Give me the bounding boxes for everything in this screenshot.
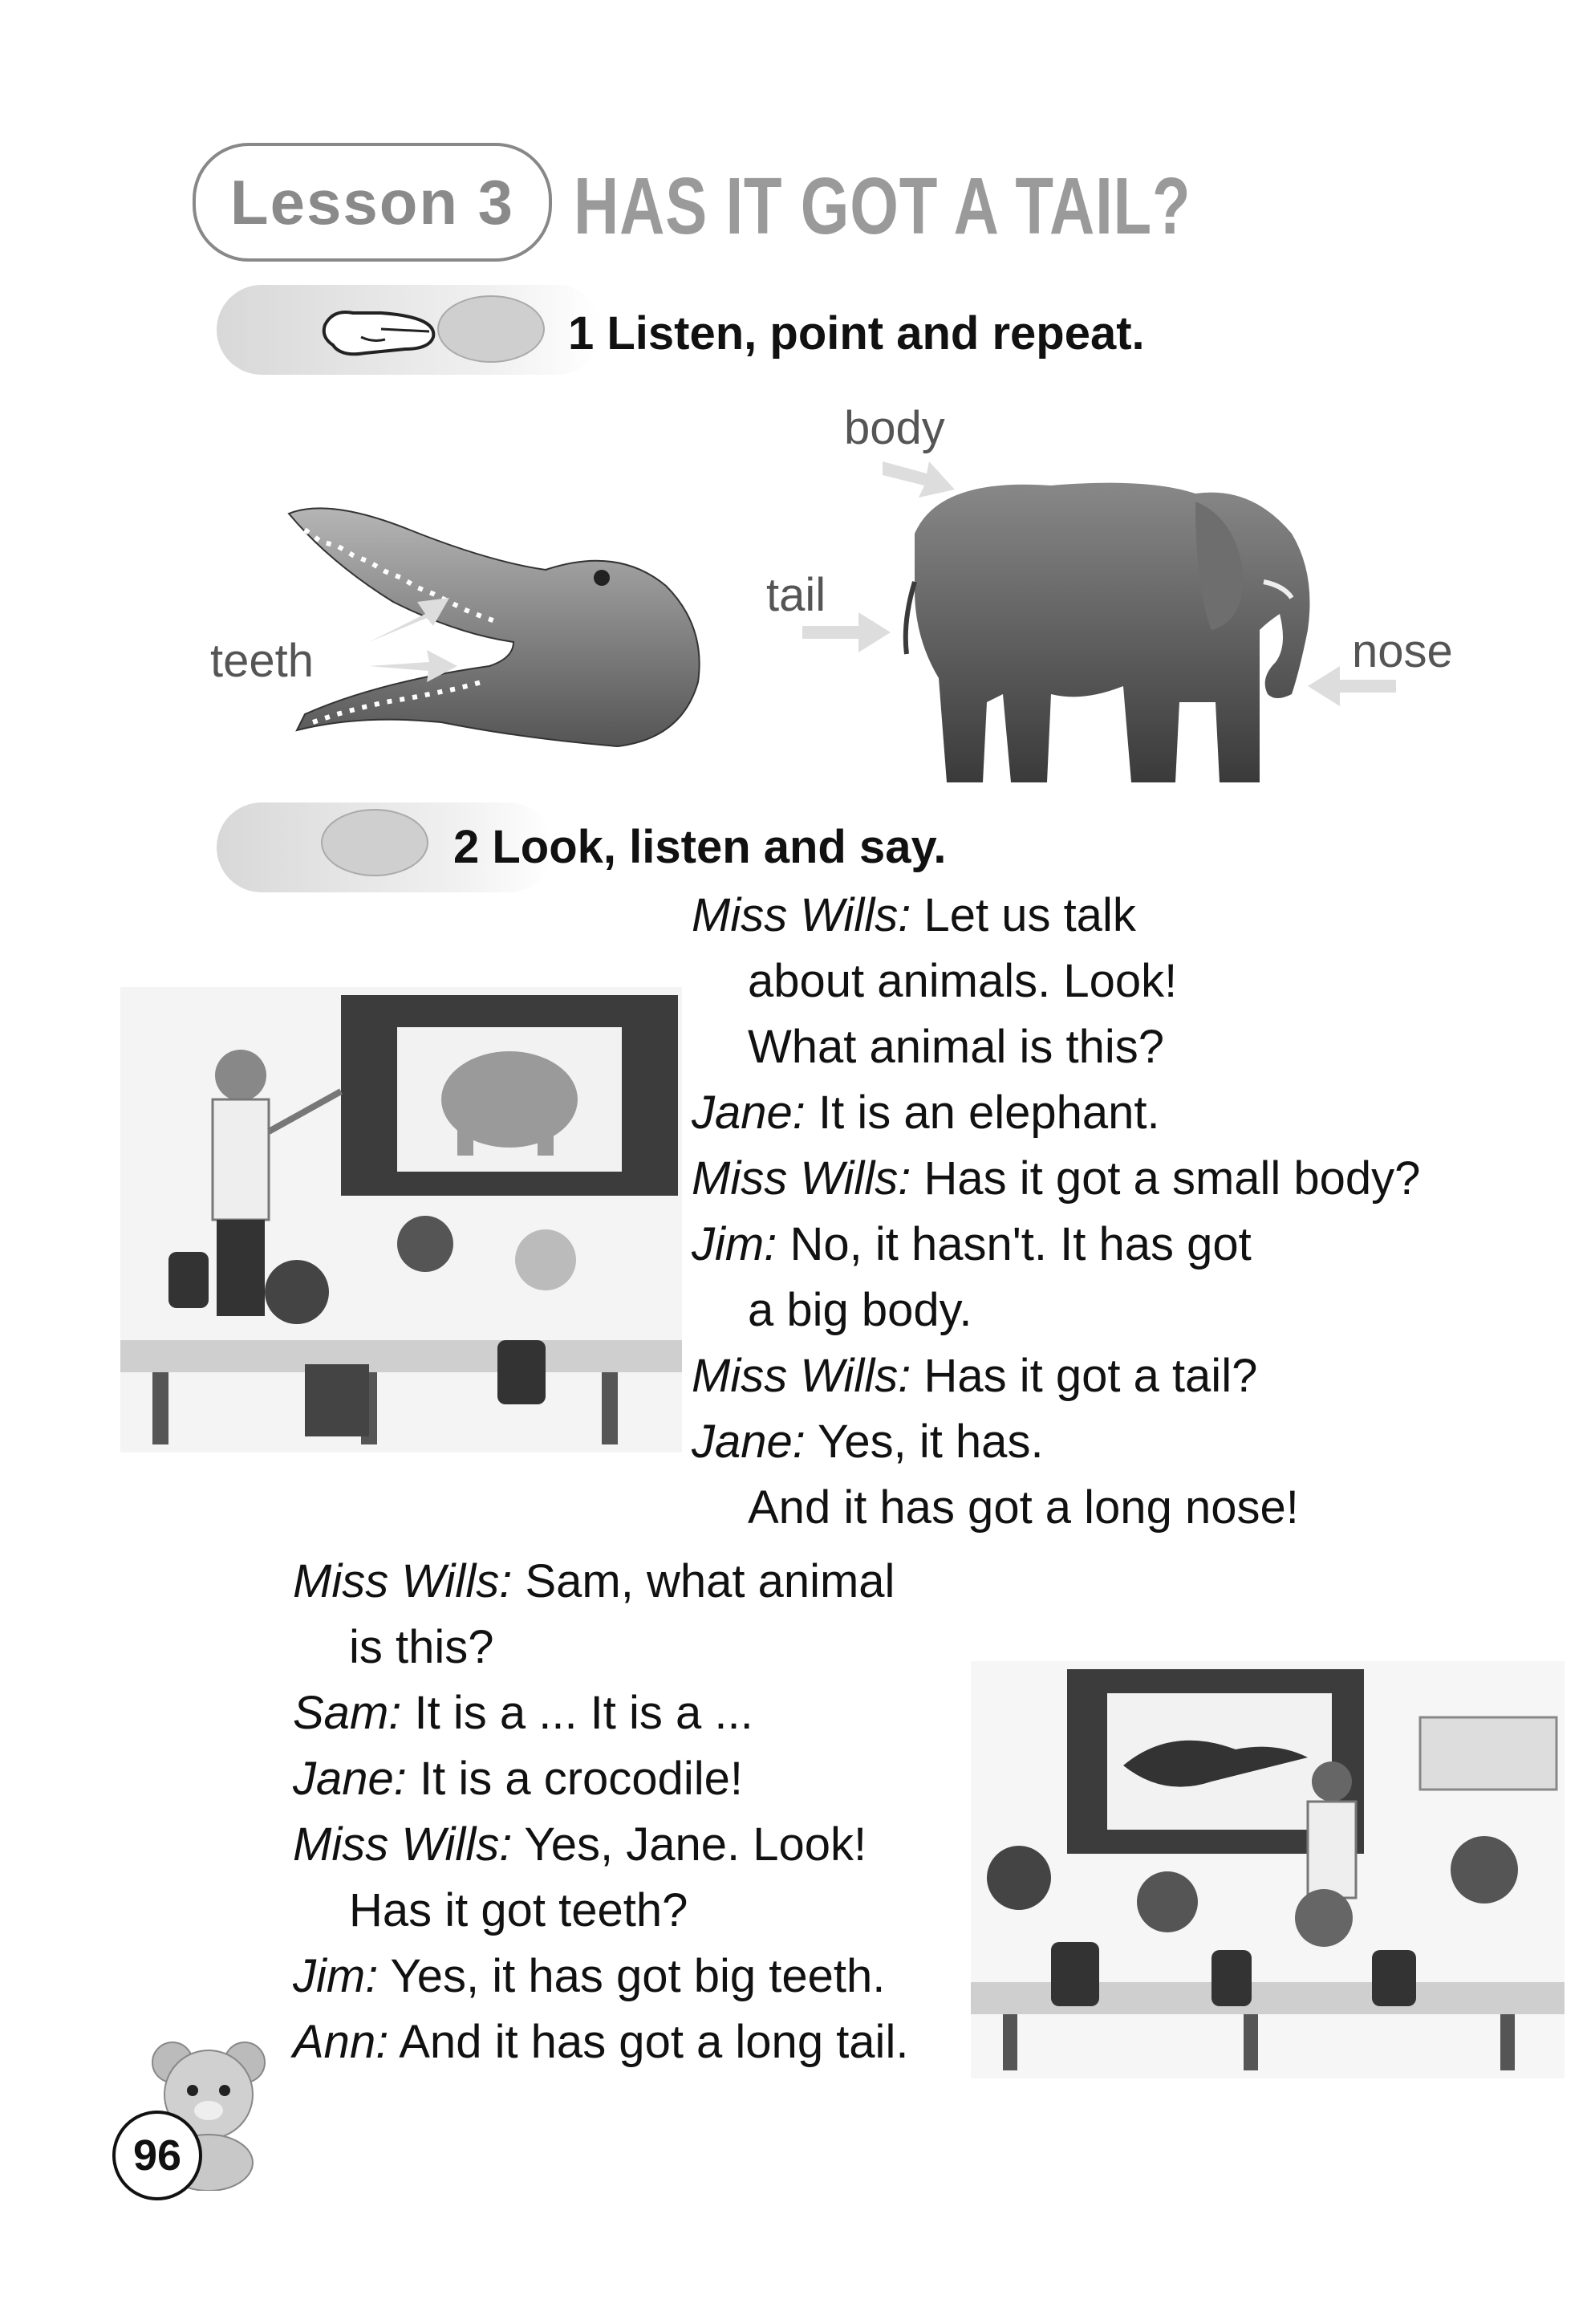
crocodile-image xyxy=(281,498,714,754)
dialogue-line xyxy=(293,1878,908,1944)
line-text: No, it hasn't. It has got xyxy=(789,1218,1252,1270)
dialogue-line xyxy=(293,1944,908,2009)
classroom-elephant-image xyxy=(120,987,682,1452)
line-text: Sam, what animal xyxy=(525,1555,895,1607)
line-text: Yes, Jane. Look! xyxy=(524,1818,867,1871)
page-number: 96 xyxy=(112,2111,202,2200)
dialogue-line xyxy=(692,949,1420,1014)
dialogue-line xyxy=(293,1680,908,1746)
speaker: Jane: xyxy=(293,1753,407,1805)
speaker: Jim: xyxy=(293,1950,379,2002)
speaker: Miss Wills: xyxy=(293,1818,513,1871)
dialogue-line xyxy=(692,1146,1420,1212)
line-text: What animal is this? xyxy=(748,1021,1164,1073)
dialogue-line xyxy=(293,1615,908,1680)
label-tail: tail xyxy=(766,569,826,621)
dialogue-line xyxy=(293,1746,908,1812)
speaker: Sam: xyxy=(293,1687,402,1739)
label-teeth: teeth xyxy=(210,635,314,687)
speaker: Miss Wills: xyxy=(692,889,911,941)
line-text: Has it got a small body? xyxy=(923,1152,1421,1205)
label-nose: nose xyxy=(1352,625,1453,677)
speaker: Miss Wills: xyxy=(692,1152,911,1205)
classroom-crocodile-image xyxy=(971,1661,1565,2078)
speaker: Ann: xyxy=(293,2016,389,2068)
line-text: Has it got a tail? xyxy=(923,1350,1258,1402)
nose-pointer-arrow xyxy=(1308,662,1396,710)
dialogue-line xyxy=(692,1343,1420,1409)
section2-heading: 2 Look, listen and say. xyxy=(453,821,947,873)
speech-bubble-icon xyxy=(321,809,428,876)
line-text: Yes, it has. xyxy=(817,1416,1044,1468)
speaker: Miss Wills: xyxy=(293,1555,513,1607)
section1-heading: 1 Listen, point and repeat. xyxy=(568,307,1145,360)
dialogue-line xyxy=(293,1549,908,1615)
speaker: Miss Wills: xyxy=(692,1350,911,1402)
dialogue-line xyxy=(692,1278,1420,1343)
dialogue-line xyxy=(692,1409,1420,1475)
speaker: Jane: xyxy=(692,1087,806,1139)
lesson-title: HAS IT GOT A TAIL? xyxy=(574,161,1191,251)
dialogue-line xyxy=(692,1475,1420,1541)
line-text: a big body. xyxy=(748,1284,972,1336)
speaker: Jane: xyxy=(692,1416,806,1468)
dialogue-elephant xyxy=(692,883,1420,1541)
dialogue-line xyxy=(692,1014,1420,1080)
line-text: It is an elephant. xyxy=(818,1087,1160,1139)
line-text: It is a crocodile! xyxy=(420,1753,743,1805)
line-text: And it has got a long tail. xyxy=(399,2016,909,2068)
line-text: about animals. Look! xyxy=(748,955,1178,1007)
tail-pointer-arrow xyxy=(802,608,891,656)
dialogue-line xyxy=(692,1080,1420,1146)
pointing-hand-icon xyxy=(317,293,445,373)
speaker: Jim: xyxy=(692,1218,777,1270)
line-text: And it has got a long nose! xyxy=(748,1481,1299,1534)
dialogue-line xyxy=(293,1812,908,1878)
line-text: Let us talk xyxy=(923,889,1136,941)
line-text: Has it got teeth? xyxy=(349,1884,688,1936)
lesson-number: Lesson 3 xyxy=(229,166,515,238)
speech-bubble-icon xyxy=(437,295,545,363)
lesson-badge xyxy=(193,143,552,262)
dialogue-line xyxy=(692,1212,1420,1278)
line-text: Yes, it has got big teeth. xyxy=(390,1950,886,2002)
line-text: is this? xyxy=(349,1621,494,1673)
body-pointer-arrow xyxy=(883,449,955,506)
teeth-pointer-arrows xyxy=(369,594,465,690)
dialogue-crocodile xyxy=(293,1549,908,2075)
dialogue-line xyxy=(293,2009,908,2075)
dialogue-line xyxy=(692,883,1420,949)
elephant-image xyxy=(891,461,1324,798)
label-body: body xyxy=(844,402,945,454)
line-text: It is a ... It is a ... xyxy=(414,1687,753,1739)
